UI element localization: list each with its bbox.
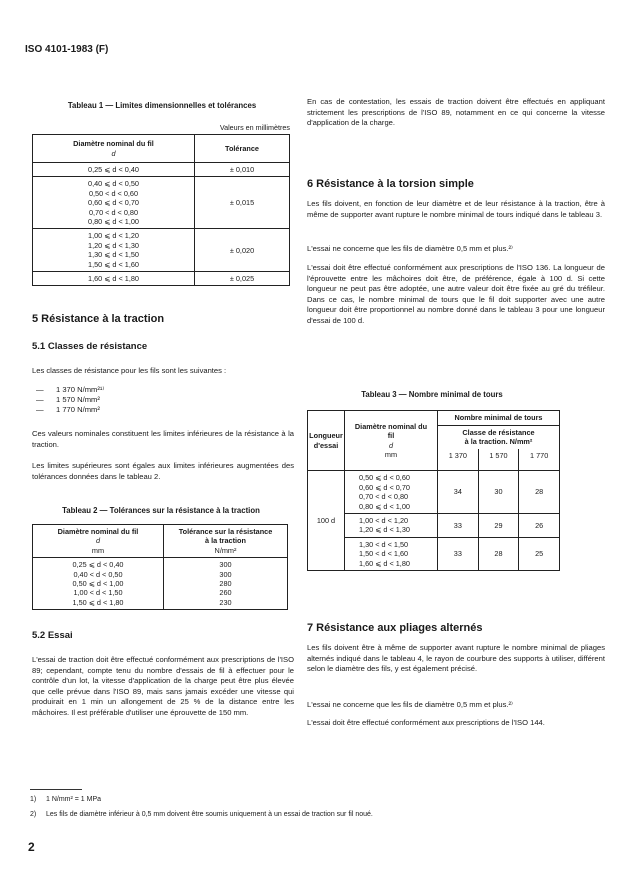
range: 1,30 < d < 1,50 (359, 539, 409, 549)
footnote-mark: 1) (30, 796, 37, 803)
section-6-heading: 6 Résistance à la torsion simple (307, 178, 474, 190)
section-7-heading: 7 Résistance aux pliages alternés (307, 622, 483, 634)
table-row (33, 558, 288, 610)
header-unit: mm (384, 450, 398, 460)
tolerance: ± 0,020 (195, 229, 290, 272)
class-value: 1 770 N/mm² (56, 405, 100, 414)
tolerance: 280 (219, 579, 232, 589)
class-value: 1 370 N/mm²¹⁾ (56, 385, 105, 394)
section-6-para3: L'essai doit être effectué conformément aux prescriptions de l'ISO 136. La longueur de l'éprouvette entre les mâchoires doit être, de préférence, égale à 100 d. Si cette longueur ne peut pas être adoptée, une autre valeur doit être fixée au gré du tréfileur. Dans ce cas, le nombre minimal de tours que le fil doit supporter avec une autre longueur doit être proportionnel au nombre donné dans le tableau 3 pour une longueur d'essai de 100 d. (307, 263, 605, 325)
range: 1,50 ⩽ d < 1,80 (72, 597, 124, 607)
header-symbol: d (388, 440, 394, 450)
header-unit: mm (91, 545, 105, 555)
header-label: Diamètre nominal du fil (73, 139, 154, 149)
min-turns: 33 (438, 537, 479, 570)
footnote-text: Les fils de diamètre inférieur à 0,5 mm doivent être soumis uniquement à un essai de traction sur fil noué. (46, 811, 373, 818)
range: 1,20 ⩽ d < 1,30 (359, 525, 410, 535)
header-label: d'essai (313, 440, 339, 450)
table2 (32, 524, 288, 610)
dash: — (36, 405, 44, 414)
table1-header-tolerance: Tolérance (195, 135, 290, 163)
range: 0,40 ⩽ d < 0,50 (88, 179, 139, 189)
range: 1,30 ⩽ d < 1,50 (88, 250, 139, 260)
range: 1,50 ⩽ d < 1,60 (88, 259, 139, 269)
header-label: Diamètre nominal du fil (57, 527, 139, 536)
section-6-para1: Les fils doivent, en fonction de leur diamètre et de leur résistance à la traction, être à même de supporter avant rupture le nombre minimal de tours indiqué dans le tableau 3. (307, 199, 605, 219)
table1-header-diameter (33, 135, 195, 163)
table-row (33, 229, 290, 272)
min-turns: 28 (519, 471, 560, 514)
list-item (36, 395, 104, 405)
min-turns: 29 (478, 513, 519, 537)
min-turns: 34 (438, 471, 479, 514)
range: 0,70 < d < 0,80 (88, 207, 139, 217)
resistance-classes-list (36, 385, 104, 415)
section-6-para2: L'essai ne concerne que les fils de diamètre 0,5 mm et plus.²⁾ (307, 244, 513, 253)
range: 0,60 ⩽ d < 0,70 (359, 482, 410, 492)
range: 0,60 ⩽ d < 0,70 (88, 198, 139, 208)
section-7-para2: L'essai ne concerne que les fils de diamètre 0,5 mm et plus.²⁾ (307, 700, 513, 709)
section-5-heading: 5 Résistance à la traction (32, 313, 165, 325)
section-5-2-heading: 5.2 Essai (32, 630, 73, 641)
table-row (308, 471, 560, 514)
tolerance: ± 0,015 (195, 177, 290, 229)
tolerance: 230 (219, 597, 232, 607)
range: 1,60 ⩽ d < 1,80 (88, 274, 139, 284)
header-label: fil (387, 431, 395, 441)
header-label: à la traction (205, 536, 246, 546)
table-row (33, 163, 290, 177)
tolerance: 260 (219, 588, 232, 598)
dash: — (36, 395, 44, 404)
range: 0,25 ⩽ d < 0,40 (72, 560, 124, 570)
table-row (308, 513, 560, 537)
class-1770: 1 770 (519, 449, 560, 471)
tolerance: ± 0,010 (195, 163, 290, 177)
table-row (33, 177, 290, 229)
table1-units: Valeurs en millimètres (219, 123, 290, 132)
table3 (307, 410, 560, 571)
range: 0,50 ⩽ d < 1,00 (72, 579, 124, 589)
min-turns: 28 (478, 537, 519, 570)
section-5-1-para2: Les limites supérieures sont égales aux limites inférieures augmentées des tolérances données dans le tableau 2. (32, 461, 294, 481)
table3-header-class (438, 426, 560, 449)
class-1570: 1 570 (478, 449, 519, 471)
table3-title: Tableau 3 — Nombre minimal de tours (361, 390, 503, 399)
range: 1,00 ⩽ d < 1,20 (88, 231, 139, 241)
min-turns: 25 (519, 537, 560, 570)
test-length: 100 d (308, 471, 345, 571)
range: 1,00 < d < 1,20 (359, 515, 409, 525)
range: 0,25 ⩽ d < 0,40 (88, 165, 139, 174)
range: 0,80 ⩽ d < 1,00 (88, 217, 139, 227)
dash: — (36, 385, 44, 394)
tolerance: 300 (219, 569, 232, 579)
section-5-2-para: L'essai de traction doit être effectué conformément aux prescriptions de l'ISO 89; cependant, compte tenu du nombre d'essais de fil à effectuer pour le contrôle d'un lot, la vitesse d'application de la charge peut être plus élevée que celle prévue dans l'ISO 89, mais sans jamais excéder une vitesse qui produirait en 1 min un allongement de 25 % de la distance entre les mâchoires. Il est préférable d'utiliser une éprouvette de 150 mm. (32, 655, 294, 717)
tolerance: 300 (219, 560, 232, 570)
section-5-1-intro: Les classes de résistance pour les fils sont les suivantes : (32, 366, 227, 375)
table3-header-group: Nombre minimal de tours (438, 411, 560, 426)
range: 1,60 ⩽ d < 1,80 (359, 558, 410, 568)
header-symbol: d (95, 536, 101, 546)
range: 0,80 ⩽ d < 1,00 (359, 501, 410, 511)
footnote-2 (30, 811, 373, 818)
table-row (33, 272, 290, 286)
footnote-1 (30, 796, 101, 803)
table2-header-tolerance (164, 525, 288, 558)
table1 (32, 134, 290, 286)
table3-header-length (308, 411, 345, 471)
table2-header-diameter (33, 525, 164, 558)
table-row (308, 537, 560, 570)
document-header: ISO 4101-1983 (F) (25, 44, 109, 55)
class-1370: 1 370 (438, 449, 479, 471)
header-label: à la traction. N/mm² (464, 437, 533, 447)
section-5-1-para1: Ces valeurs nominales constituent les limites inférieures de la résistance à la traction. (32, 429, 294, 449)
page-number: 2 (28, 840, 35, 854)
table2-title: Tableau 2 — Tolérances sur la résistance à la traction (62, 506, 260, 515)
footnote-text: 1 N/mm² = 1 MPa (46, 796, 102, 803)
footnote-mark: 2) (30, 811, 37, 818)
range: 1,20 ⩽ d < 1,30 (88, 240, 139, 250)
header-label: Classe de résistance (462, 428, 535, 437)
list-item (36, 385, 104, 395)
tolerance: ± 0,025 (195, 272, 290, 286)
header-label: Longueur (309, 431, 343, 441)
range: 0,50 ⩽ d < 0,60 (359, 473, 410, 483)
min-turns: 33 (438, 513, 479, 537)
table1-title: Tableau 1 — Limites dimensionnelles et tolérances (67, 101, 257, 110)
range: 1,50 < d < 1,60 (359, 549, 409, 559)
section-5-1-heading: 5.1 Classes de résistance (32, 341, 148, 352)
section-7-para1: Les fils doivent être à même de supporter avant rupture le nombre minimal de pliages alternés indiqué dans le tableau 4, le rayon de courbure des supports à utiliser, différent selon le diamètre des fils, y est également précisé. (307, 643, 605, 674)
table3-header-diameter (345, 411, 438, 471)
header-unit: N/mm² (214, 545, 237, 555)
range: 1,00 < d < 1,50 (73, 588, 123, 598)
header-symbol: d (111, 148, 116, 158)
range: 0,70 < d < 0,80 (359, 492, 409, 502)
min-turns: 26 (519, 513, 560, 537)
range: 0,40 < d < 0,50 (73, 569, 123, 579)
header-label: Tolérance sur la résistance (178, 527, 273, 536)
list-item (36, 405, 104, 415)
section-7-para3: L'essai doit être effectué conformément aux prescriptions de l'ISO 144. (307, 718, 545, 727)
header-label: Diamètre nominal du (354, 421, 428, 431)
min-turns: 30 (478, 471, 519, 514)
contestation-para: En cas de contestation, les essais de traction doivent être effectués en appliquant strictement les prescriptions de l'ISO 89, notamment en ce qui concerne la vitesse d'application de la charge. (307, 97, 605, 128)
range: 0,50 < d < 0,60 (88, 188, 139, 198)
footnote-rule (30, 789, 82, 790)
class-value: 1 570 N/mm² (56, 395, 100, 404)
